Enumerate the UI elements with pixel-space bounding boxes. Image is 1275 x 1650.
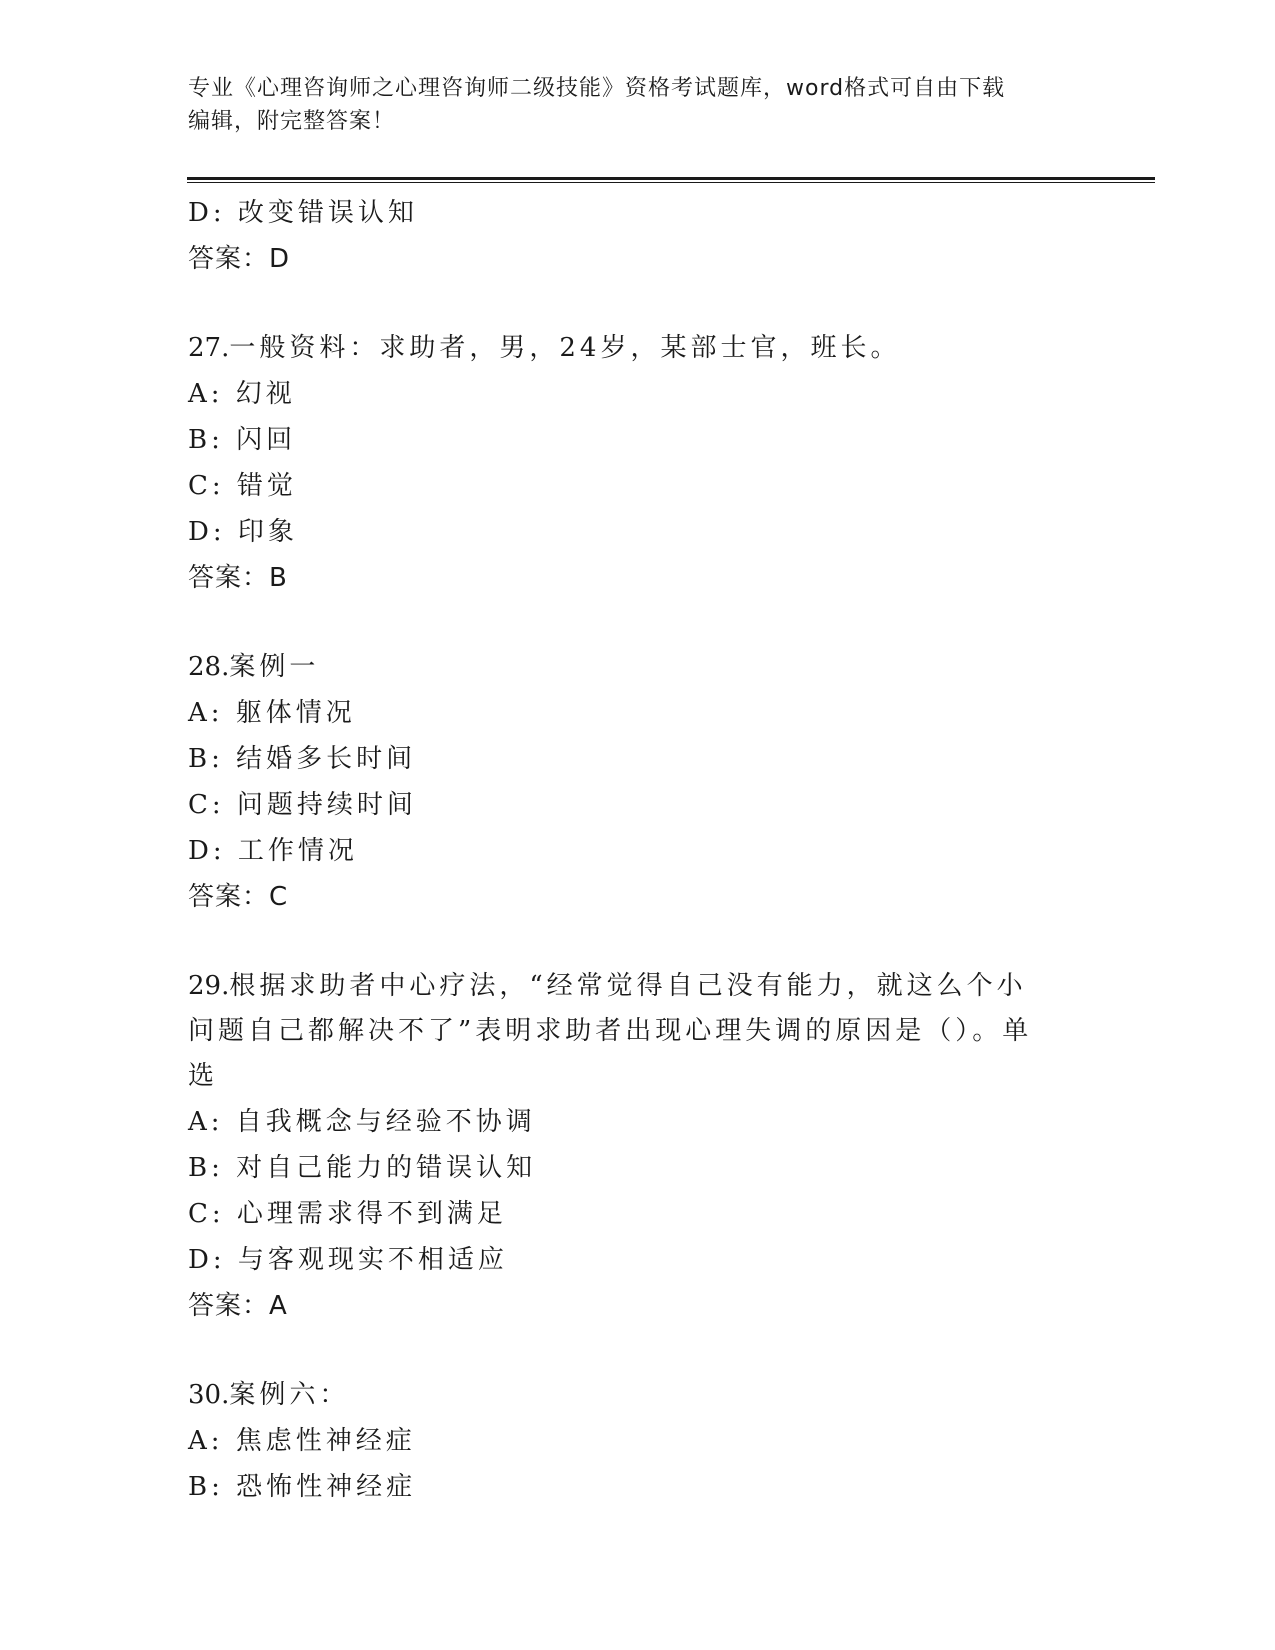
spacer — [188, 920, 1088, 964]
question-stem: 案例六： — [229, 1380, 350, 1410]
question-stem: 案例一 — [229, 652, 320, 682]
answer-label: 答案： — [188, 244, 270, 274]
answer-line — [188, 555, 1088, 601]
question-number: 28. — [188, 652, 230, 682]
option-b: B: 恐怖性神经症 — [188, 1472, 417, 1502]
option-d: D: 改变错误认知 — [188, 198, 418, 228]
question-28-text — [188, 645, 1088, 690]
question-list — [188, 190, 1088, 1510]
option-c: C: 错觉 — [188, 471, 297, 501]
spacer — [188, 601, 1088, 645]
option-a: A: 幻视 — [188, 379, 296, 409]
answer-label: 答案： — [188, 563, 270, 593]
option-c: C: 心理需求得不到满足 — [188, 1199, 507, 1229]
answer-value: D — [269, 244, 291, 274]
option-b: B: 对自己能力的错误认知 — [188, 1153, 537, 1183]
answer-value: C — [269, 882, 289, 912]
question-number: 27. — [188, 333, 230, 363]
question-29-text — [188, 964, 1048, 1099]
question-30-text — [188, 1373, 1088, 1418]
document-header — [188, 72, 1068, 138]
answer-line — [188, 236, 1088, 282]
answer-value: B — [269, 563, 288, 593]
answer-label: 答案： — [188, 1291, 270, 1321]
option-a: A: 躯体情况 — [188, 698, 356, 728]
option-c: C: 问题持续时间 — [188, 790, 417, 820]
question-number: 30. — [188, 1380, 230, 1410]
answer-line — [188, 1283, 1088, 1329]
header-divider-thin — [187, 182, 1155, 183]
question-number: 29. — [188, 971, 230, 1001]
option-d: D: 印象 — [188, 517, 298, 547]
option-a: A: 自我概念与经验不协调 — [188, 1107, 536, 1137]
answer-line — [188, 874, 1088, 920]
question-stem: 一般资料：求助者，男，24岁，某部士官，班长。 — [229, 333, 901, 363]
question-stem: 根据求助者中心疗法，“经常觉得自己没有能力，就这么个小问题自己都解决不了”表明求助者出现心理失调的原因是（）。单选 — [188, 971, 1033, 1091]
answer-label: 答案： — [188, 882, 270, 912]
spacer — [188, 1329, 1088, 1373]
option-d: D: 工作情况 — [188, 836, 358, 866]
option-a: A: 焦虑性神经症 — [188, 1426, 416, 1456]
header-line-1: 专业《心理咨询师之心理咨询师二级技能》资格考试题库，word格式可自由下载 — [188, 76, 1006, 101]
header-divider-thick — [187, 177, 1155, 180]
option-b: B: 结婚多长时间 — [188, 744, 417, 774]
question-27-text — [188, 326, 1088, 371]
answer-value: A — [269, 1291, 288, 1321]
option-d: D: 与客观现实不相适应 — [188, 1245, 508, 1275]
header-line-2: 编辑，附完整答案！ — [188, 109, 396, 134]
option-b: B: 闪回 — [188, 425, 297, 455]
spacer — [188, 282, 1088, 326]
